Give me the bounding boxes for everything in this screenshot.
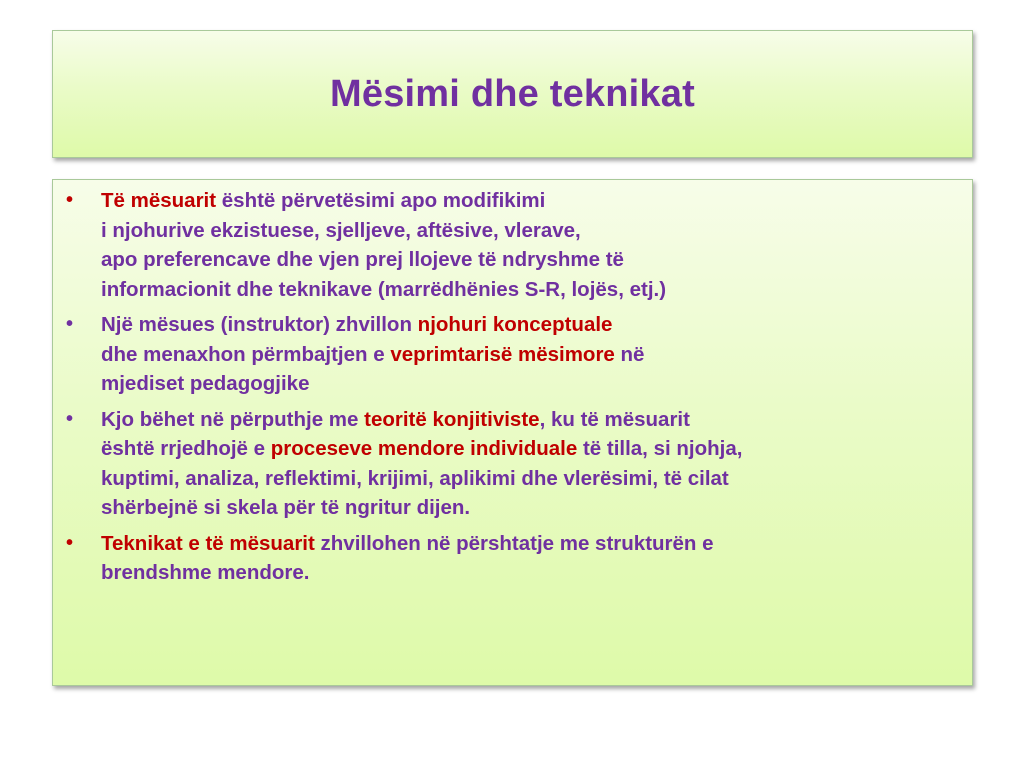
bullet-4-line-1: zhvillohen në përshtatje me strukturën e bbox=[314, 531, 714, 555]
bullet-item-2 bbox=[66, 310, 950, 399]
slide-title: Mësimi dhe teknikat bbox=[330, 72, 695, 115]
term-teorite-konjitiviste: teoritë konjitiviste bbox=[364, 407, 540, 431]
bullet-3-line-1-start: Kjo bëhet në përputhje me bbox=[101, 407, 365, 431]
term-proceseve-mendore: proceseve mendore individuale bbox=[270, 437, 578, 460]
title-panel bbox=[52, 30, 973, 158]
bullet-3-line-4: shërbejnë si skela për të ngritur dijen. bbox=[101, 496, 471, 519]
bullet-list bbox=[53, 180, 972, 588]
content-panel bbox=[52, 179, 973, 686]
bullet-1-line-1: është përvetësimi apo modifikimi bbox=[216, 189, 546, 212]
bullet-item-1 bbox=[66, 186, 950, 304]
bullet-2-line-3: mjediset pedagogjike bbox=[101, 372, 310, 395]
term-veprimtarise-mesimore: veprimtarisë mësimore bbox=[390, 342, 615, 366]
term-njohuri-konceptuale: njohuri konceptuale bbox=[417, 313, 613, 336]
bullet-dot-icon: • bbox=[66, 189, 74, 211]
bullet-1-line-4: informacionit dhe teknikave (marrëdhënies S-R, lojës, etj.) bbox=[101, 277, 667, 301]
bullet-1-line-3: apo preferencave dhe vjen prej llojeve të ndryshme të bbox=[101, 248, 624, 271]
bullet-dot-icon: • bbox=[66, 531, 74, 554]
term-teknikat: Teknikat e të mësuarit bbox=[101, 531, 315, 555]
bullet-2-line-2-start: dhe menaxhon përmbajtjen e bbox=[101, 342, 391, 366]
bullet-3-line-2-end: të tilla, si njohja, bbox=[577, 437, 743, 460]
bullet-2-line-1-start: Një mësues (instruktor) zhvillon bbox=[101, 313, 418, 336]
bullet-dot-icon: • bbox=[66, 407, 74, 430]
bullet-3-line-2-start: është rrjedhojë e bbox=[101, 437, 271, 460]
bullet-item-3 bbox=[66, 405, 950, 523]
bullet-3-line-3: kuptimi, analiza, reflektimi, krijimi, aplikimi dhe vlerësimi, të cilat bbox=[101, 466, 729, 490]
bullet-4-line-2: brendshme mendore. bbox=[101, 561, 310, 584]
term-te-mesuarit: Të mësuarit bbox=[101, 189, 217, 212]
bullet-3-line-1-end: , ku të mësuarit bbox=[539, 407, 690, 431]
bullet-dot-icon: • bbox=[66, 313, 74, 335]
bullet-item-4 bbox=[66, 529, 950, 588]
bullet-2-line-2-end: në bbox=[614, 342, 645, 366]
bullet-1-line-2: i njohurive ekzistuese, sjelljeve, aftësive, vlerave, bbox=[101, 218, 581, 242]
